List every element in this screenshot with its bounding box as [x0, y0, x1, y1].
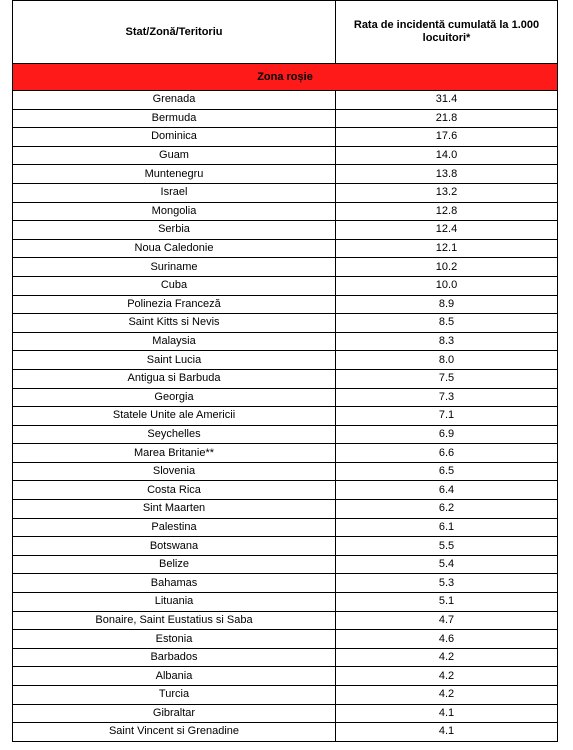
country-cell: Noua Caledonie [13, 239, 336, 258]
table-row [13, 723, 558, 742]
table-row [13, 183, 558, 202]
table-row [13, 425, 558, 444]
rate-cell: 4.1 [336, 723, 558, 742]
table-row [13, 91, 558, 110]
country-cell: Seychelles [13, 425, 336, 444]
rate-cell: 6.1 [336, 518, 558, 537]
country-cell: Suriname [13, 258, 336, 277]
table-row [13, 574, 558, 593]
rate-cell: 8.0 [336, 351, 558, 370]
country-cell: Sint Maarten [13, 500, 336, 519]
rate-cell: 4.6 [336, 630, 558, 649]
rate-cell: 4.2 [336, 667, 558, 686]
table-row [13, 704, 558, 723]
rate-cell: 7.5 [336, 369, 558, 388]
country-cell: Marea Britanie** [13, 444, 336, 463]
rate-cell: 6.6 [336, 444, 558, 463]
country-cell: Saint Kitts si Nevis [13, 314, 336, 333]
country-cell: Albania [13, 667, 336, 686]
table-row [13, 128, 558, 147]
table-row [13, 332, 558, 351]
country-cell: Georgia [13, 388, 336, 407]
table-row [13, 648, 558, 667]
table-row [13, 239, 558, 258]
rate-cell: 12.4 [336, 221, 558, 240]
country-cell: Statele Unite ale Americii [13, 407, 336, 426]
rate-cell: 13.8 [336, 165, 558, 184]
table-row [13, 165, 558, 184]
country-cell: Polinezia Franceză [13, 295, 336, 314]
rate-cell: 7.3 [336, 388, 558, 407]
country-cell: Saint Lucia [13, 351, 336, 370]
rate-cell: 13.2 [336, 183, 558, 202]
country-cell: Estonia [13, 630, 336, 649]
country-cell: Guam [13, 146, 336, 165]
table-row [13, 202, 558, 221]
table-row [13, 295, 558, 314]
table-row [13, 369, 558, 388]
header-country: Stat/Zonă/Teritoriu [13, 1, 336, 64]
table-row [13, 407, 558, 426]
table-row [13, 481, 558, 500]
country-cell: Israel [13, 183, 336, 202]
country-cell: Barbados [13, 648, 336, 667]
table-row [13, 388, 558, 407]
rate-cell: 12.8 [336, 202, 558, 221]
table-row [13, 221, 558, 240]
incidence-table [12, 0, 558, 742]
rate-cell: 31.4 [336, 91, 558, 110]
rate-cell: 14.0 [336, 146, 558, 165]
table-row [13, 593, 558, 612]
country-cell: Saint Vincent si Grenadine [13, 723, 336, 742]
rate-cell: 17.6 [336, 128, 558, 147]
header-incidence-rate: Rata de incidentă cumulată la 1.000 locuitori* [336, 1, 558, 64]
country-cell: Mongolia [13, 202, 336, 221]
table-row [13, 611, 558, 630]
rate-cell: 5.3 [336, 574, 558, 593]
rate-cell: 8.3 [336, 332, 558, 351]
country-cell: Turcia [13, 686, 336, 705]
country-cell: Gibraltar [13, 704, 336, 723]
rate-cell: 21.8 [336, 109, 558, 128]
country-cell: Slovenia [13, 462, 336, 481]
country-cell: Bahamas [13, 574, 336, 593]
rate-cell: 6.5 [336, 462, 558, 481]
country-cell: Dominica [13, 128, 336, 147]
country-cell: Muntenegru [13, 165, 336, 184]
country-cell: Lituania [13, 593, 336, 612]
rate-cell: 10.2 [336, 258, 558, 277]
table-row [13, 444, 558, 463]
rate-cell: 12.1 [336, 239, 558, 258]
table-row [13, 555, 558, 574]
rate-cell: 4.1 [336, 704, 558, 723]
table-row [13, 667, 558, 686]
country-cell: Bonaire, Saint Eustatius si Saba [13, 611, 336, 630]
rate-cell: 5.4 [336, 555, 558, 574]
table-row [13, 314, 558, 333]
table-row [13, 518, 558, 537]
country-cell: Grenada [13, 91, 336, 110]
country-cell: Antigua si Barbuda [13, 369, 336, 388]
rate-cell: 10.0 [336, 276, 558, 295]
table-row [13, 258, 558, 277]
rate-cell: 5.1 [336, 593, 558, 612]
table-header-row [13, 1, 558, 64]
table-row [13, 500, 558, 519]
rate-cell: 6.2 [336, 500, 558, 519]
table-row [13, 146, 558, 165]
country-cell: Belize [13, 555, 336, 574]
country-cell: Costa Rica [13, 481, 336, 500]
rate-cell: 6.9 [336, 425, 558, 444]
rate-cell: 4.7 [336, 611, 558, 630]
table-row [13, 276, 558, 295]
zone-row-red [13, 64, 558, 91]
rate-cell: 4.2 [336, 648, 558, 667]
rate-cell: 7.1 [336, 407, 558, 426]
zone-label: Zona roșie [13, 64, 558, 91]
table-row [13, 537, 558, 556]
rate-cell: 8.9 [336, 295, 558, 314]
country-cell: Bermuda [13, 109, 336, 128]
table-row [13, 109, 558, 128]
table-row [13, 462, 558, 481]
rate-cell: 4.2 [336, 686, 558, 705]
country-cell: Cuba [13, 276, 336, 295]
table-row [13, 686, 558, 705]
country-cell: Malaysia [13, 332, 336, 351]
rate-cell: 6.4 [336, 481, 558, 500]
table-row [13, 630, 558, 649]
country-cell: Serbia [13, 221, 336, 240]
rate-cell: 8.5 [336, 314, 558, 333]
table-row [13, 351, 558, 370]
country-cell: Botswana [13, 537, 336, 556]
rate-cell: 5.5 [336, 537, 558, 556]
country-cell: Palestina [13, 518, 336, 537]
